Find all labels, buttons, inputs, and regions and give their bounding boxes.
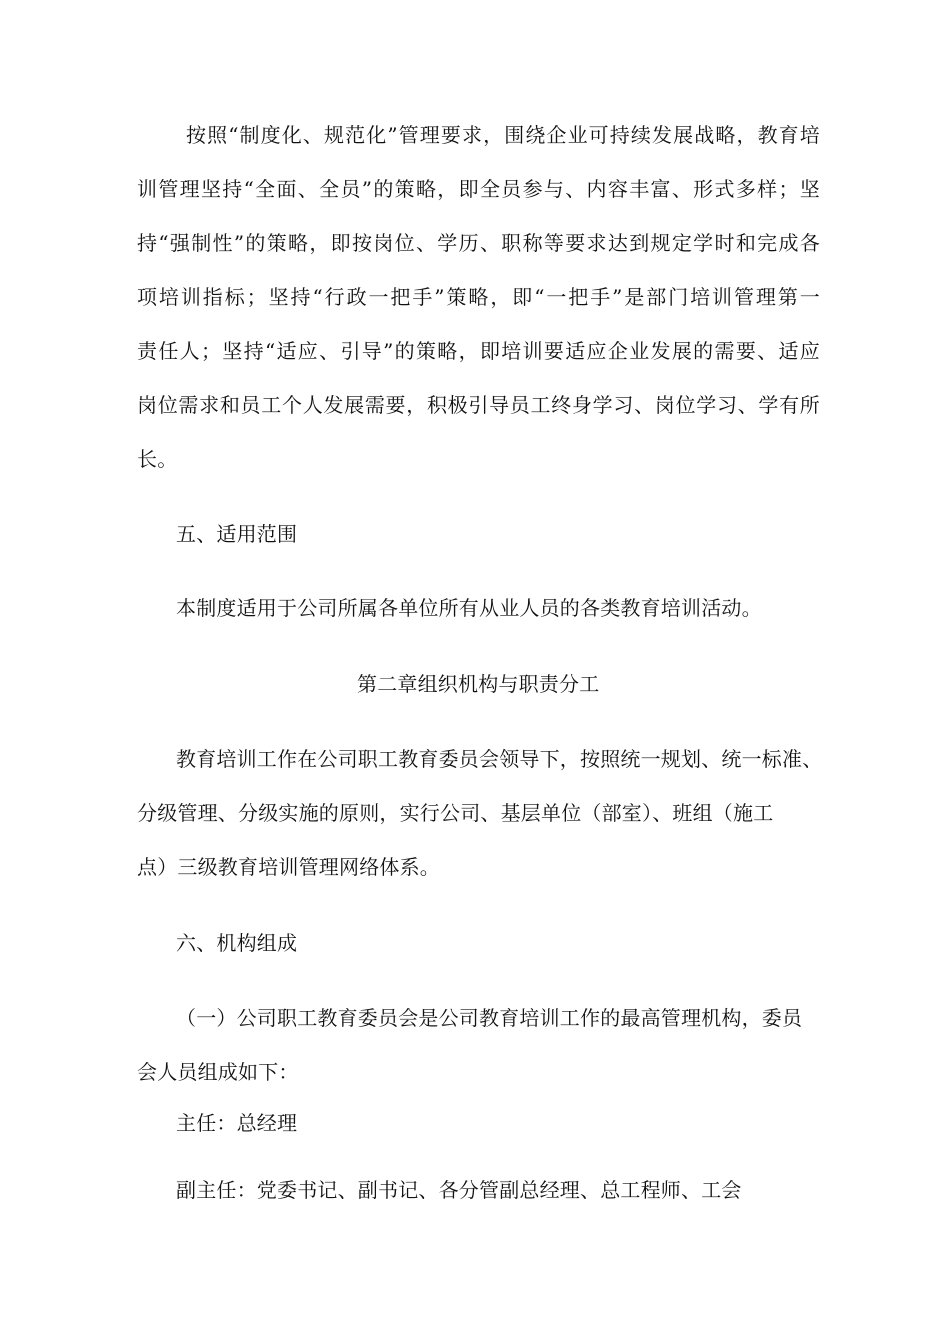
paragraph-line: 训管理坚持“全面、全员”的策略，即全员参与、内容丰富、形式多样；坚 xyxy=(137,177,820,201)
paragraph-line: 持“强制性”的策略，即按岗位、学历、职称等要求达到规定学时和完成各 xyxy=(137,231,820,255)
paragraph-text: 本制度适用于公司所属各单位所有从业人员的各类教育培训活动。 xyxy=(176,596,762,620)
section-heading: 六、机构组成 xyxy=(176,931,298,955)
paragraph-line: 长。 xyxy=(137,447,178,471)
section-heading: 五、适用范围 xyxy=(176,522,298,546)
paragraph-line: 教育培训工作在公司职工教育委员会领导下，按照统一规划、统一标准、 xyxy=(176,747,823,771)
committee-director: 主任：总经理 xyxy=(176,1111,298,1135)
chapter-title: 第二章组织机构与职责分工 xyxy=(357,672,600,696)
paragraph-line: 岗位需求和员工个人发展需要，积极引导员工终身学习、岗位学习、学有所 xyxy=(137,393,820,417)
paragraph-line: 会人员组成如下： xyxy=(137,1060,299,1084)
paragraph-line: 按照“制度化、规范化”管理要求，围绕企业可持续发展战略，教育培 xyxy=(186,123,820,147)
paragraph-line: 项培训指标；坚持“行政一把手”策略，即“一把手”是部门培训管理第一 xyxy=(137,285,820,309)
paragraph-line: 分级管理、分级实施的原则，实行公司、基层单位（部室）、班组（施工 xyxy=(137,801,774,825)
paragraph-line: 责任人；坚持“适应、引导”的策略，即培训要适应企业发展的需要、适应 xyxy=(137,339,820,363)
paragraph-line: 点）三级教育培训管理网络体系。 xyxy=(137,855,440,879)
paragraph-line: （一）公司职工教育委员会是公司教育培训工作的最高管理机构，委员 xyxy=(176,1006,803,1030)
committee-deputy: 副主任：党委书记、副书记、各分管副总经理、总工程师、工会 xyxy=(176,1178,742,1202)
